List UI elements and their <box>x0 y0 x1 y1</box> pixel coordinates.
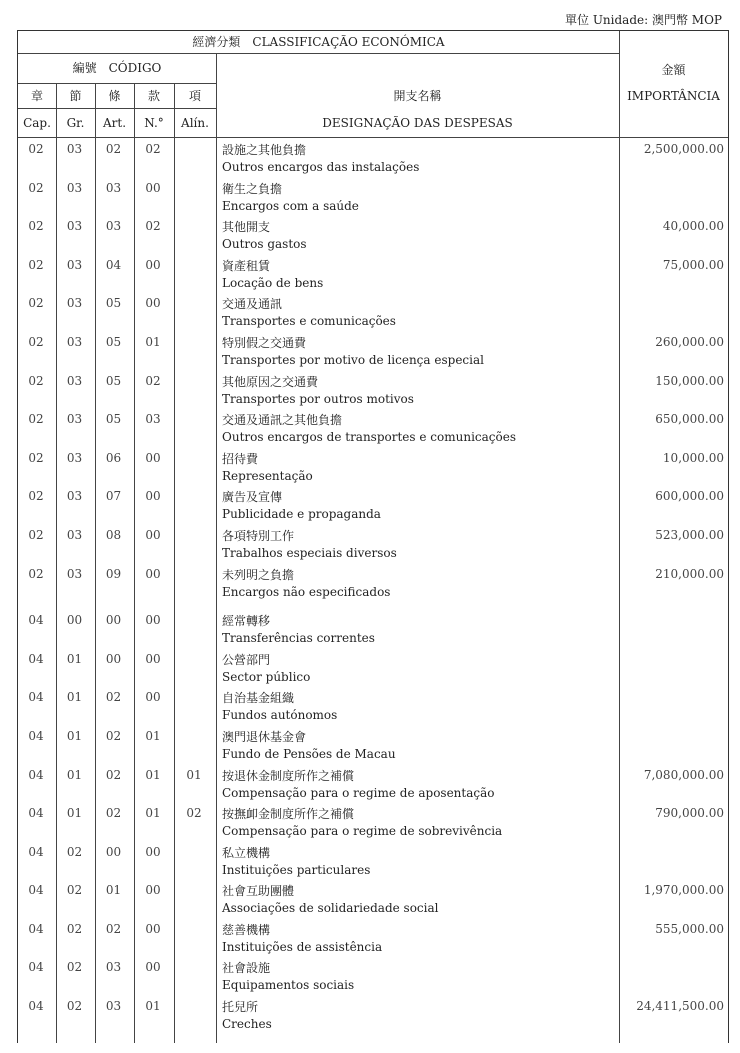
table-row <box>17 524 728 563</box>
table-body <box>17 138 728 1034</box>
code-gr-cell: 02 <box>66 999 83 1014</box>
col-alin-pt: Alín. <box>181 116 209 130</box>
designation-zh: 私立機構 <box>222 845 271 860</box>
table-row <box>17 177 728 216</box>
code-art-cell: 03 <box>105 219 122 234</box>
code-cap-cell: 04 <box>28 999 44 1014</box>
unit-label: 單位 Unidade: 澳門幣 MOP <box>565 13 722 27</box>
code-art-cell: 07 <box>105 489 122 504</box>
code-gr-cell: 03 <box>66 334 83 349</box>
code-art-cell: 03 <box>105 999 122 1014</box>
col-gr-zh: 節 <box>69 89 82 103</box>
classification-heading: 經濟分類 CLASSIFICAÇÃO ECONÓMICA <box>192 35 445 49</box>
col-n-zh: 款 <box>147 89 160 103</box>
code-gr-cell: 01 <box>66 690 83 705</box>
code-n-cell: 02 <box>145 373 161 388</box>
designation-zh: 托兒所 <box>222 1000 259 1015</box>
code-cap-cell: 04 <box>28 960 44 975</box>
table-row <box>17 408 728 447</box>
designation-zh: 按退休金制度所作之補償 <box>222 768 355 783</box>
table-row <box>17 370 728 409</box>
code-n-cell: 01 <box>145 999 161 1014</box>
code-gr-cell: 03 <box>66 373 83 388</box>
header-divider <box>18 83 216 84</box>
code-art-cell: 02 <box>105 767 122 782</box>
code-cap-cell: 02 <box>28 296 44 311</box>
designation-zh: 按撫卹金制度所作之補償 <box>222 807 355 822</box>
designation-pt: Compensação para o regime de aposentação <box>222 785 495 800</box>
table-row <box>17 764 728 803</box>
code-cap-cell: 02 <box>28 489 44 504</box>
code-gr-cell: 02 <box>66 921 83 936</box>
designation-zh: 交通及通訊 <box>222 297 283 312</box>
col-gr-pt: Gr. <box>66 116 85 130</box>
code-art-cell: 09 <box>105 566 122 581</box>
code-n-cell: 00 <box>145 844 161 859</box>
amount-cell: 600,000.00 <box>655 489 724 504</box>
designation-heading-zh: 開支名稱 <box>393 89 442 103</box>
code-cap-cell: 02 <box>28 450 44 465</box>
code-art-cell: 00 <box>105 613 122 628</box>
amount-cell: 10,000.00 <box>662 450 724 465</box>
amount-cell: 40,000.00 <box>662 219 724 234</box>
code-cap-cell: 04 <box>28 767 44 782</box>
designation-pt: Encargos com a saúde <box>222 198 359 213</box>
table-row <box>17 841 728 880</box>
table-row <box>17 563 728 602</box>
designation-zh: 設施之其他負擔 <box>222 143 307 157</box>
code-gr-cell: 01 <box>66 728 83 743</box>
code-gr-cell: 03 <box>66 412 83 427</box>
code-cap-cell: 02 <box>28 219 44 234</box>
amount-cell: 7,080,000.00 <box>643 767 724 782</box>
designation-pt: Outros encargos de transportes e comunicações <box>222 430 516 445</box>
designation-pt: Creches <box>222 1017 272 1032</box>
designation-zh: 自治基金組織 <box>222 691 295 706</box>
amount-cell: 650,000.00 <box>655 412 724 427</box>
table-row <box>17 995 728 1034</box>
designation-pt: Outros encargos das instalações <box>222 160 420 174</box>
table-row <box>17 879 728 918</box>
table-row <box>17 485 728 524</box>
designation-pt: Equipamentos sociais <box>222 978 355 993</box>
code-n-cell: 00 <box>145 527 161 542</box>
designation-pt: Instituições de assistência <box>222 939 383 954</box>
col-cap-zh: 章 <box>30 89 43 103</box>
designation-pt: Fundos autónomos <box>222 708 338 723</box>
code-cap-cell: 02 <box>28 412 44 427</box>
code-n-cell: 03 <box>145 412 161 427</box>
table-row <box>17 956 728 995</box>
code-n-cell: 00 <box>145 883 161 898</box>
code-art-cell: 01 <box>105 883 122 898</box>
designation-pt: Transferências correntes <box>222 631 375 646</box>
table-row <box>17 648 728 687</box>
code-gr-cell: 02 <box>66 960 83 975</box>
designation-zh: 資產租賃 <box>222 258 271 273</box>
code-art-cell: 00 <box>105 651 122 666</box>
code-art-cell: 02 <box>105 806 122 821</box>
code-art-cell: 05 <box>105 334 122 349</box>
code-n-cell: 00 <box>145 489 161 504</box>
code-n-cell: 00 <box>145 296 161 311</box>
col-art-pt: Art. <box>102 116 127 130</box>
table-row <box>17 254 728 293</box>
code-n-cell: 01 <box>145 334 161 349</box>
code-art-cell: 03 <box>105 960 122 975</box>
code-cap-cell: 02 <box>28 180 44 195</box>
code-cap-cell: 02 <box>28 527 44 542</box>
designation-zh: 經常轉移 <box>222 614 271 629</box>
code-cap-cell: 02 <box>28 334 44 349</box>
designation-zh: 慈善機構 <box>222 922 271 937</box>
designation-zh: 社會互助團體 <box>222 884 295 899</box>
code-cap-cell: 04 <box>28 844 44 859</box>
col-art-zh: 條 <box>108 89 121 103</box>
amount-cell: 1,970,000.00 <box>643 883 724 898</box>
table-row <box>17 138 728 177</box>
amount-cell: 260,000.00 <box>655 334 724 349</box>
code-gr-cell: 03 <box>66 257 83 272</box>
amount-heading-pt: IMPORTÂNCIA <box>627 89 720 103</box>
table-row <box>17 292 728 331</box>
designation-zh: 廣告及宣傳 <box>222 490 283 505</box>
designation-pt: Outros gastos <box>222 237 307 252</box>
code-n-cell: 01 <box>145 806 161 821</box>
table-row <box>17 331 728 370</box>
table-row <box>17 215 728 254</box>
code-art-cell: 00 <box>105 844 122 859</box>
designation-zh: 其他原因之交通費 <box>222 374 319 389</box>
code-gr-cell: 03 <box>66 180 83 195</box>
designation-zh: 公營部門 <box>222 652 271 667</box>
code-n-cell: 00 <box>145 613 161 628</box>
code-gr-cell: 02 <box>66 844 83 859</box>
code-art-cell: 02 <box>105 142 122 156</box>
code-alin-cell: 02 <box>186 806 202 821</box>
code-gr-cell: 03 <box>66 489 83 504</box>
code-n-cell: 00 <box>145 960 161 975</box>
code-cap-cell: 04 <box>28 883 44 898</box>
code-art-cell: 06 <box>105 450 122 465</box>
col-n-pt: N.° <box>144 116 164 130</box>
table-row <box>17 725 728 764</box>
designation-pt: Trabalhos especiais diversos <box>222 545 397 560</box>
code-n-cell: 02 <box>145 219 161 234</box>
designation-pt: Locação de bens <box>222 275 324 290</box>
code-n-cell: 00 <box>145 566 161 581</box>
code-gr-cell: 02 <box>66 883 83 898</box>
code-art-cell: 02 <box>105 690 122 705</box>
designation-zh: 各項特別工作 <box>222 528 295 543</box>
code-n-cell: 02 <box>145 142 161 156</box>
designation-pt: Transportes por motivo de licença especial <box>222 352 484 367</box>
code-n-cell: 00 <box>145 921 161 936</box>
code-gr-cell: 03 <box>66 142 83 156</box>
designation-pt: Encargos não especificados <box>222 584 391 599</box>
table-row <box>17 802 728 841</box>
code-art-cell: 05 <box>105 412 122 427</box>
code-gr-cell: 01 <box>66 767 83 782</box>
designation-zh: 交通及通訊之其他負擔 <box>222 413 343 428</box>
code-gr-cell: 03 <box>66 296 83 311</box>
amount-heading-zh: 金額 <box>661 63 686 77</box>
code-cap-cell: 02 <box>28 142 44 156</box>
code-art-cell: 04 <box>105 257 122 272</box>
designation-pt: Compensação para o regime de sobrevivência <box>222 824 503 839</box>
code-n-cell: 00 <box>145 690 161 705</box>
table-row <box>17 609 728 648</box>
table-row <box>17 447 728 486</box>
col-cap-pt: Cap. <box>23 116 51 130</box>
designation-pt: Publicidade e propaganda <box>222 507 381 522</box>
code-n-cell: 00 <box>145 651 161 666</box>
designation-zh: 招待費 <box>222 451 259 466</box>
header-divider <box>18 53 619 54</box>
code-gr-cell: 03 <box>66 450 83 465</box>
designation-pt: Transportes por outros motivos <box>222 391 414 406</box>
designation-pt: Fundo de Pensões de Macau <box>222 746 396 761</box>
designation-zh: 特別假之交通費 <box>222 335 307 350</box>
amount-cell: 150,000.00 <box>655 373 724 388</box>
col-alin-zh: 項 <box>188 89 201 103</box>
designation-pt: Sector público <box>222 669 311 684</box>
code-gr-cell: 03 <box>66 219 83 234</box>
designation-zh: 社會設施 <box>222 961 271 976</box>
code-n-cell: 00 <box>145 180 161 195</box>
designation-zh: 未列明之負擔 <box>222 567 295 582</box>
code-art-cell: 05 <box>105 296 122 311</box>
code-art-cell: 02 <box>105 728 122 743</box>
code-cap-cell: 04 <box>28 690 44 705</box>
table-row <box>17 686 728 725</box>
code-cap-cell: 02 <box>28 257 44 272</box>
amount-cell: 210,000.00 <box>655 566 724 581</box>
code-cap-cell: 04 <box>28 728 44 743</box>
designation-pt: Instituições particulares <box>222 862 371 877</box>
code-gr-cell: 01 <box>66 651 83 666</box>
code-cap-cell: 04 <box>28 651 44 666</box>
code-n-cell: 00 <box>145 450 161 465</box>
amount-cell: 790,000.00 <box>655 806 724 821</box>
code-cap-cell: 02 <box>28 373 44 388</box>
amount-cell: 2,500,000.00 <box>643 142 724 156</box>
code-art-cell: 05 <box>105 373 122 388</box>
code-gr-cell: 03 <box>66 527 83 542</box>
codigo-heading: 編號 CÓDIGO <box>72 61 162 75</box>
table-row <box>17 918 728 957</box>
designation-heading-pt: DESIGNAÇÃO DAS DESPESAS <box>322 116 513 130</box>
designation-pt: Transportes e comunicações <box>222 314 396 329</box>
designation-zh: 衛生之負擔 <box>222 181 283 196</box>
code-gr-cell: 01 <box>66 806 83 821</box>
code-cap-cell: 02 <box>28 566 44 581</box>
code-n-cell: 01 <box>145 728 161 743</box>
designation-pt: Representação <box>222 468 313 483</box>
designation-pt: Associações de solidariedade social <box>222 901 439 916</box>
amount-cell: 555,000.00 <box>655 921 724 936</box>
designation-zh: 澳門退休基金會 <box>222 729 307 744</box>
amount-cell: 523,000.00 <box>655 527 724 542</box>
code-cap-cell: 04 <box>28 613 44 628</box>
code-art-cell: 03 <box>105 180 122 195</box>
code-gr-cell: 03 <box>66 566 83 581</box>
code-n-cell: 01 <box>145 767 161 782</box>
amount-cell: 75,000.00 <box>662 257 724 272</box>
code-gr-cell: 00 <box>66 613 83 628</box>
code-alin-cell: 01 <box>186 767 202 782</box>
code-cap-cell: 04 <box>28 806 44 821</box>
amount-cell: 24,411,500.00 <box>636 999 724 1014</box>
code-art-cell: 02 <box>105 921 122 936</box>
header-divider <box>18 108 216 109</box>
designation-zh: 其他開支 <box>222 220 271 235</box>
code-cap-cell: 04 <box>28 921 44 936</box>
code-art-cell: 08 <box>105 527 122 542</box>
code-n-cell: 00 <box>145 257 161 272</box>
